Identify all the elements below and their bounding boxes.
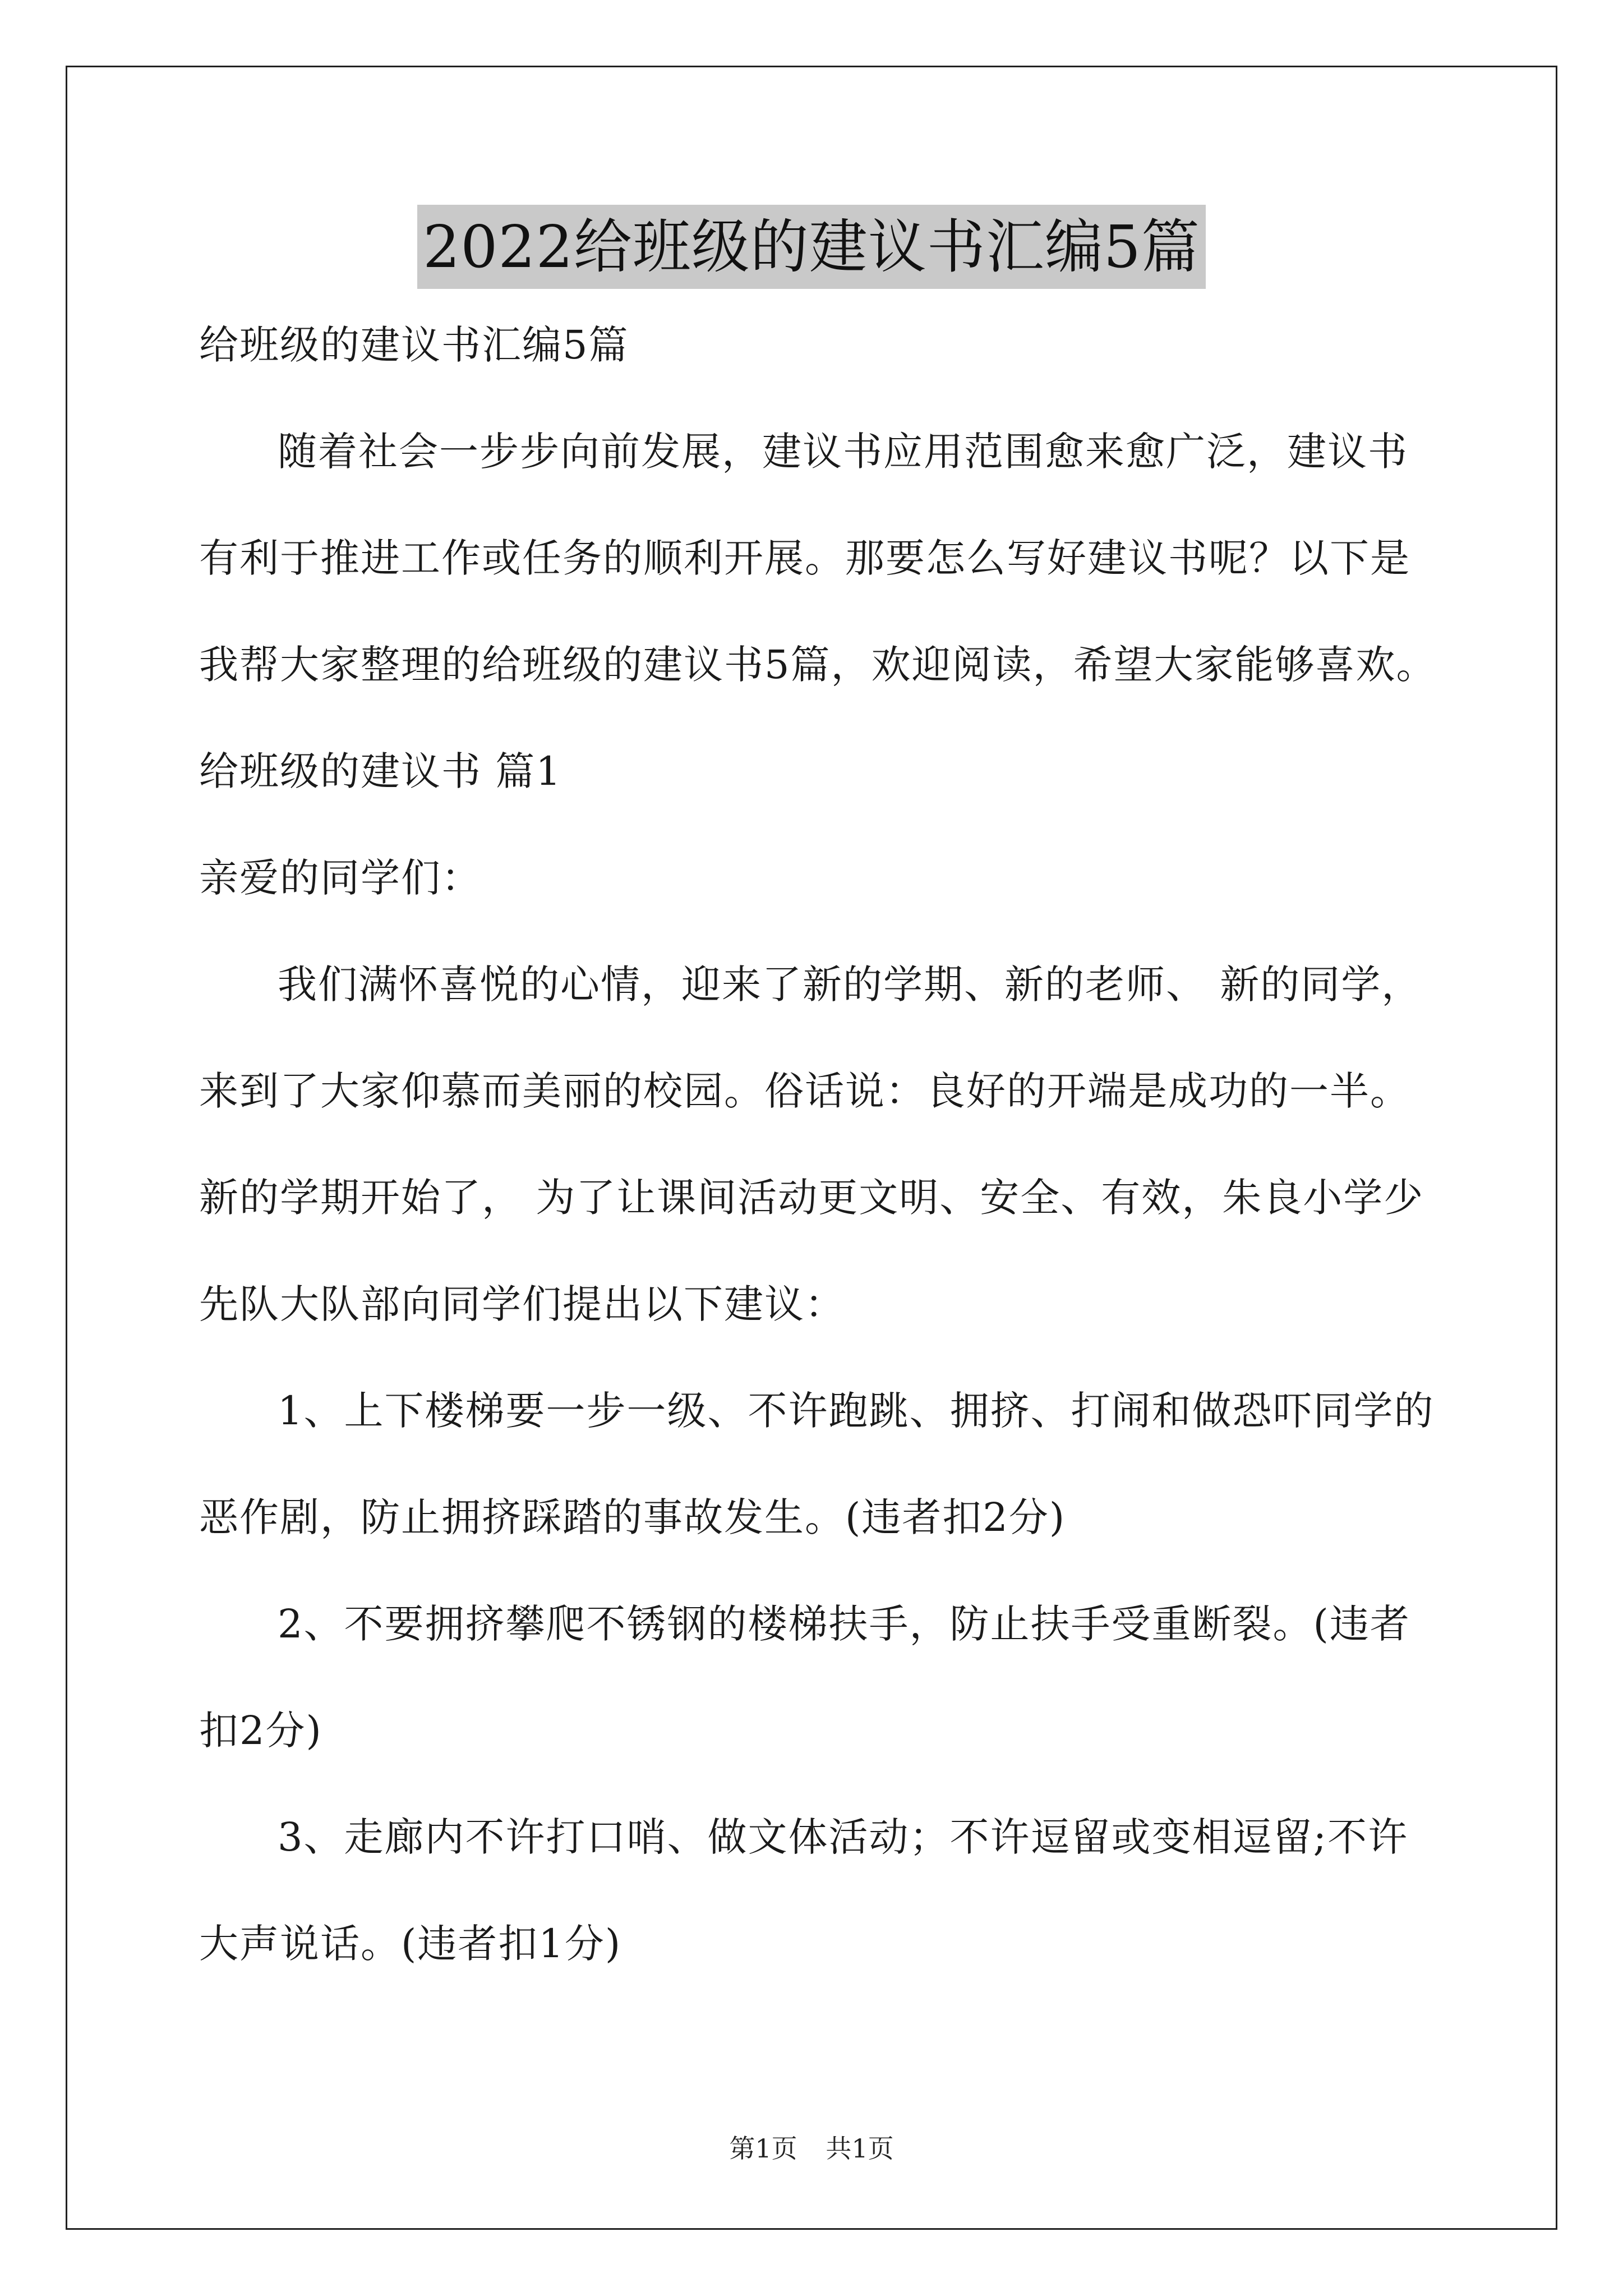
intro-paragraph-line: 我帮大家整理的给班级的建议书5篇，欢迎阅读，希望大家能够喜欢。 — [199, 642, 1437, 688]
body-paragraph-line: 我们满怀喜悦的心情，迎来了新的学期、新的老师、 新的同学， — [278, 961, 1422, 1007]
body-paragraph-line: 先队大队部向同学们提出以下建议： — [199, 1281, 845, 1327]
body-paragraph-line: 新的学期开始了， 为了让课间活动更文明、安全、有效，朱良小学少 — [199, 1175, 1424, 1221]
document-title: 2022给班级的建议书汇编5篇 — [417, 205, 1206, 289]
rule-item-line: 扣2分) — [199, 1708, 322, 1754]
section-heading: 给班级的建议书 篇1 — [199, 748, 562, 794]
rule-item-line: 2、不要拥挤攀爬不锈钢的楼梯扶手，防止扶手受重断裂。(违者 — [278, 1601, 1410, 1647]
intro-paragraph-line: 有利于推进工作或任务的顺利开展。那要怎么写好建议书呢？以下是 — [199, 535, 1410, 581]
page-footer — [0, 2132, 1623, 2165]
intro-paragraph-line: 随着社会一步步向前发展，建议书应用范围愈来愈广泛，建议书 — [278, 429, 1408, 475]
rule-item-line: 恶作剧，防止拥挤踩踏的事故发生。(违者扣2分) — [199, 1494, 1066, 1540]
body-paragraph-line: 来到了大家仰慕而美丽的校园。俗话说：良好的开端是成功的一半。 — [199, 1068, 1410, 1114]
page-number-total: 共1页 — [826, 2133, 894, 2164]
title-wrapper — [0, 205, 1623, 289]
rule-item-line: 1、上下楼梯要一步一级、不许跑跳、拥挤、打闹和做恐吓同学的 — [278, 1388, 1435, 1434]
subtitle-line: 给班级的建议书汇编5篇 — [199, 322, 629, 368]
rule-item-line: 3、走廊内不许打口哨、做文体活动；不许逗留或变相逗留;不许 — [278, 1814, 1409, 1860]
page-number-current: 第1页 — [729, 2133, 797, 2164]
rule-item-line: 大声说话。(违者扣1分) — [199, 1921, 622, 1967]
document-body — [199, 292, 1472, 1997]
salutation: 亲爱的同学们： — [199, 855, 482, 901]
